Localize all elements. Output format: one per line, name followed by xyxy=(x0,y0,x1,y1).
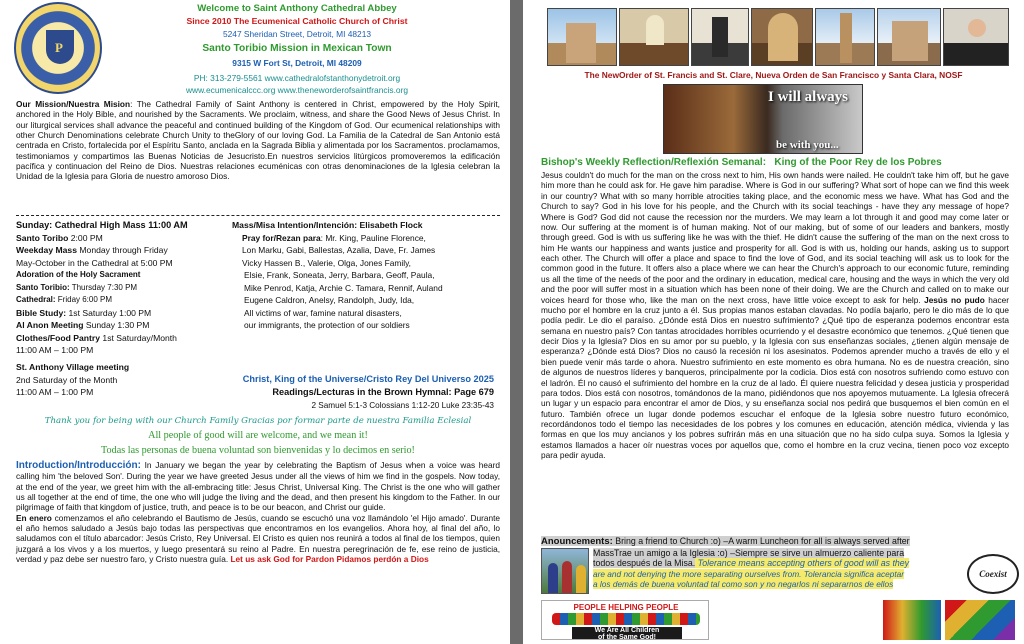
image-caption-bottom: be with you... xyxy=(776,139,839,151)
people-row-icon xyxy=(552,613,700,625)
schedule-item: Adoration of the Holy Sacrament xyxy=(16,270,141,280)
mission-statement xyxy=(16,99,500,182)
schedule-item: Santo Toribo 2:00 PM xyxy=(16,232,103,243)
schedule-item: Al Anon Meeting Sunday 1:30 PM xyxy=(16,320,150,331)
header-since: Since 2010 The Ecumenical Catholic Church of Christ xyxy=(186,16,408,26)
banner-top-text: PEOPLE HELPING PEOPLE xyxy=(573,603,679,612)
friends-photo xyxy=(541,548,589,594)
bulletin-right-page xyxy=(523,0,1024,644)
bulletin-left-page xyxy=(0,0,510,644)
pray-line: Mike Penrod, Katja, Archie C. Tamara, Rennif, Auland xyxy=(244,282,443,293)
people-helping-banner xyxy=(541,600,709,640)
schedule-item: 2nd Saturday of the Month xyxy=(16,374,118,385)
announcement-line: Bring a friend to Church :o) –A warm Luncheon for all is always served after xyxy=(612,536,910,546)
schedule-item: Santo Toribio: Thursday 7:30 PM xyxy=(16,282,138,292)
welcome-es: Todas las personas de buena voluntad son bienvenidas y lo decimos en serio! xyxy=(101,445,415,456)
readings-list: 2 Samuel 5:1-3 Colossians 1:12-20 Luke 23:35-43 xyxy=(311,401,494,410)
schedule-item: 11:00 AM – 1:00 PM xyxy=(16,345,94,356)
seal-shield-icon xyxy=(46,30,74,64)
reflection-es: hacer mucho por el hombre en la cruz junto a él. Sus propias manos estaban clavadas. No podía bajarlo, pero le dio más de lo que podía pedir. Le dio el paraíso. ¿Dónde está Dios en nuestro sufrimiento? ¿Qué tipo de esperanza podemos encontrar esta semana en nuestro país? Con tantas atrocidades horribles ocurriendo y el desastre económico que tenemos. ¿Qué tienen que decir Dios y la Iglesia? Dios en su amor por su pueblo, y la Iglesia con sus enseñanzas sociales, ¿tienen algún mensaje de esperanza? ¿Dónde está Dios? Dios no causó la recesión ni los asesinatos. Podemos aprender mucho a través de ello y el bien puede venir más tarde o ahora. Nuestro sufrimiento en este momento es obra humana. No es de nuestra creación, sino de algunos de nuestros líderes y banqueros, principalmente por la codicia. Dios está con nosotros sufriendo como estuvo con el ladrón. Él no causó el sufrimiento del hombre en la cruz de al lado. Él quiere nuestra felicidad y desea justicia y prosperidad para todos. Dios está con nosotros, tomándonos de la mano, pidiéndonos que nos apoyemos mutuamente. La Iglesia ofrecerá un lugar y un espacio para encontrar el amor de Dios, y su enseñanza social nos pedirá que busquemos el bien común en el futuro. También ofrece un lugar donde podemos escuchar el enfoque de la Iglesia sobre nuestro futuro económico, recordándonos todo el tiempo las necesidades de los pobres y los comunes en educación, atención médica, vivienda y las formas en que los muy ancianos y los pobres sufrirán más en una situación que no ha sido culpa suya. Somos la Iglesia y estamos llamados a hacer oír nuestras voces por aquellos que, como el hombre en la cruz vecina, tienen poco voz excepto para pedir ayuda. xyxy=(541,294,1009,461)
schedule-item: Clothes/Food Pantry 1st Saturday/Month xyxy=(16,332,177,343)
cathedral-seal-icon xyxy=(14,2,102,94)
image-caption-top: I will always xyxy=(768,89,849,105)
reflection-body xyxy=(541,170,1009,461)
welcome-en: All people of good will are welcome, and we mean it! xyxy=(148,430,368,441)
church-photo-3 xyxy=(691,8,749,66)
schedule-item: Cathedral: Friday 6:00 PM xyxy=(16,295,113,305)
pray-line: Eugene Caldron, Anelsy, Randolph, Judy, Ida, xyxy=(244,295,415,306)
intro-es: comenzamos el año celebrando el Bautismo de Jesús, cuando se escuchó una voz llamándolo 'el Hijo amado'. Durante el año hemos saludado a Jesús bajo todas las perspectivas que encontramos en los evangelios. Ahora hoy, al final del año, lo saludamos con el título abarcador: Jesús Cristo, Rey Universal. El Cristo es quien nos reunirá a todos al final de los tiempos, quien juzgará a los vivos y a los muertos, y luego presentará su reino al Padre. En nuestra peregrinación de fe, ese reino de justicia, verdad y paz debe ser nuestro faro, y Cristo nuestra guía. xyxy=(16,512,500,565)
pray-line: All victims of war, famine natural disasters, xyxy=(244,307,402,318)
schedule-item: Sunday: Cathedral High Mass 11:00 AM xyxy=(16,220,188,230)
header-phone-web[interactable]: PH: 313-279-5561 www.cathedralofstanthonydetroit.org xyxy=(193,73,401,83)
tolerance-line: are and not denying the more separating ourselves from. Tolerancia significa aceptar xyxy=(593,568,905,579)
clergy-photo xyxy=(943,8,1009,66)
header-web-links[interactable]: www.ecumenicalccc.org www.theneworderofsaintfrancis.org xyxy=(185,85,409,95)
tolerance-en: Tolerance means accepting others of good will as they xyxy=(695,558,910,569)
diversity-banner-icon xyxy=(883,600,941,640)
schedule-item: May-October in the Cathedral at 5:00 PM xyxy=(16,257,173,268)
church-photo-1 xyxy=(547,8,617,66)
feast-title: Christ, King of the Universe/Cristo Rey Del Universo 2025 xyxy=(242,374,494,384)
order-line: The NewOrder of St. Francis and St. Clare, Nueva Orden de San Francisco y Santa Clara, NOSF xyxy=(584,70,963,80)
intro-label: Introduction/Introducción: xyxy=(16,460,141,471)
divider xyxy=(16,215,500,216)
intro-es-label: En enero xyxy=(16,512,52,523)
reflection-en: Jesus couldn't do much for the man on the cross next to him, His own hands were nailed. He couldn't take him off, but he gave him more than he could ask for. He gave him paradise. Where is God in our suffering? What sort of hope can we find this week in our country? What with so many horrible atrocities taking place, and the economic mess we have. What has God and the Church to say? God in his love for his people, and the Church with its social teachings - have they any message of hope? Where is God? God did not cause the recession nor the murders. We may learn a lot through it and good may come later or now. Our suffering at the moment is of human making. Not of our making, but of some of our leaders and bankers, mostly through greed. God is with us suffering like he was with the thief. He didn't cause the suffering of the man on the next cross to him He wants our happiness and wants justice and prosperity for all. God is with us, holding our hands, asking us to support each other. The Church will offer a place and space to find the love of God, and its social teaching will ask us to look for the common good in the future. It offers also a place where we can hear the Church's approach to our economic future, reminding us all the time of the needs of the poor and the ordinary in education, medical care, housing and the ways in which the very old and the poor will suffer most in a situation which has been none of their doing. We are the Church and called on to make our voices heard for those who, like the man on the next cross, have little voice except to ask for help. xyxy=(541,170,1009,305)
schedule-item: 11:00 AM – 1:00 PM xyxy=(16,387,94,398)
mass-intention: Mass/Misa Intention/Intención: Elisabeth Flock xyxy=(232,220,423,230)
church-photo-2 xyxy=(619,8,689,66)
pray-line: Vicky Hassen B., Valerie, Olga, Jones Family, xyxy=(242,257,411,268)
header-address-cathedral: 5247 Sheridan Street, Detroit, MI 48213 xyxy=(222,29,372,39)
church-photo-5 xyxy=(815,8,875,66)
church-photo-6 xyxy=(877,8,941,66)
reflection-heading xyxy=(541,157,942,168)
mission-es: La Familia de la Catedral de San Antonio está centrada en Cristo, fortalecida por el Espíritu Santo, anclada en la Sagrada Biblia y alimentada por los Sacramentos. proclamamos, testimoniamos y compartimos las Buenas Noticias de Jesucristo.En nuestros servicios litúrgicos promoveremos la edificación pacífica y continuacion del Reino de Dios. Nuestras relaciones ecuménicas con otras denominaciones de la Iglesia celebran la Unidad de la Iglesia para Gloria de nuestro amoroso Dios. xyxy=(16,130,500,182)
page-gutter xyxy=(510,0,523,644)
pray-line: Elsie, Frank, Soneata, Jerry, Barbara, Geoff, Paula, xyxy=(244,270,435,281)
coexist-logo-icon: Coexist xyxy=(967,554,1019,594)
readings-title: Readings/Lecturas in the Brown Hymnal: Page 679 xyxy=(272,387,494,397)
pray-line: Pray for/Rezan para: Mr. King, Pauline Florence, xyxy=(242,232,426,243)
pardon-line: Let us ask God for Pardon Pidamos perdón a Dios xyxy=(230,554,429,565)
banner-bottom-text: We Are All Children of the Same God! xyxy=(572,627,682,640)
mission-en: : The Cathedral Family of Saint Anthony is centered in Christ, empowered by the Holy Spirit, anchored in the Holy Bible, and nourished by the Sacraments. We proclaim, witness, and share the Good News of Jesus Christ. In our liturgical services shall advance the peaceful and continued building of the Kingdom of God. Our ecumenical relationships with other Church Denominations celebrate Church Unity to theGlory of our loving God. xyxy=(16,99,500,141)
pray-line: Lon Marku, Gabi, Ballestas, Azalia, Dave, Fr. James xyxy=(242,245,436,256)
reflection-label: Bishop's Weekly Reflection/Reflexión Semanal: xyxy=(541,157,767,168)
mission-label: Our Mission/Nuestra Mision xyxy=(16,99,131,109)
introduction xyxy=(16,460,500,564)
reflection-es-label: Jesús no pudo xyxy=(924,294,985,305)
schedule-item: St. Anthony Village meeting xyxy=(16,362,130,373)
header-address-mission: 9315 W Fort St, Detroit, MI 48209 xyxy=(232,58,362,68)
reflection-title: King of the Poor Rey de los Pobres xyxy=(774,157,942,168)
announcement-line: todos después de la Misa. xyxy=(593,558,696,569)
schedule-list xyxy=(16,219,188,399)
rainbow-banner-icon xyxy=(945,600,1015,640)
thanks-line: Thank you for being with our Church Family Gracias por formar parte de nuestra Familia Eclesial xyxy=(44,416,472,426)
header-mission-name: Santo Toribio Mission in Mexican Town xyxy=(202,43,392,54)
tolerance-es: a los demás de buena voluntad tal como son y no negarlos ni separarnos de ellos xyxy=(593,579,894,590)
church-photo-4 xyxy=(751,8,813,66)
schedule-item: Weekday Mass Monday through Friday xyxy=(16,245,168,256)
header-welcome: Welcome to Saint Anthony Cathedral Abbey xyxy=(197,3,397,14)
prayer-intentions xyxy=(232,219,443,332)
announcements-label: Anouncements: xyxy=(541,536,613,547)
pray-line: our immigrants, the protection of our soldiers xyxy=(244,320,410,331)
intro-en: In January we began the year by celebrating the Baptism of Jesus when a voice was heard calling him 'the beloved Son'. During the year we have greeted Jesus under all the views of him we find in the gospels. Now today, at the end of the year, we greet him with the all-embracing title: Jesus Christ, Universal King. The Christ is the one who will gather us all together at the end of time, the one who will judge the living and the dead, and then present his kingdom to the Father. In our pilgrimage of faith that kingdom of justice, truth, and peace is to be our beacon, and Christ our guide. xyxy=(16,460,500,513)
announcement-line: MassTrae un amigo a la Iglesia :o) –Siempre se sirve un almuerzo caliente para xyxy=(593,547,905,558)
crucifixion-image xyxy=(663,84,863,154)
announcements xyxy=(541,536,1013,590)
schedule-item: Bible Study: 1st Saturday 1:00 PM xyxy=(16,307,152,318)
